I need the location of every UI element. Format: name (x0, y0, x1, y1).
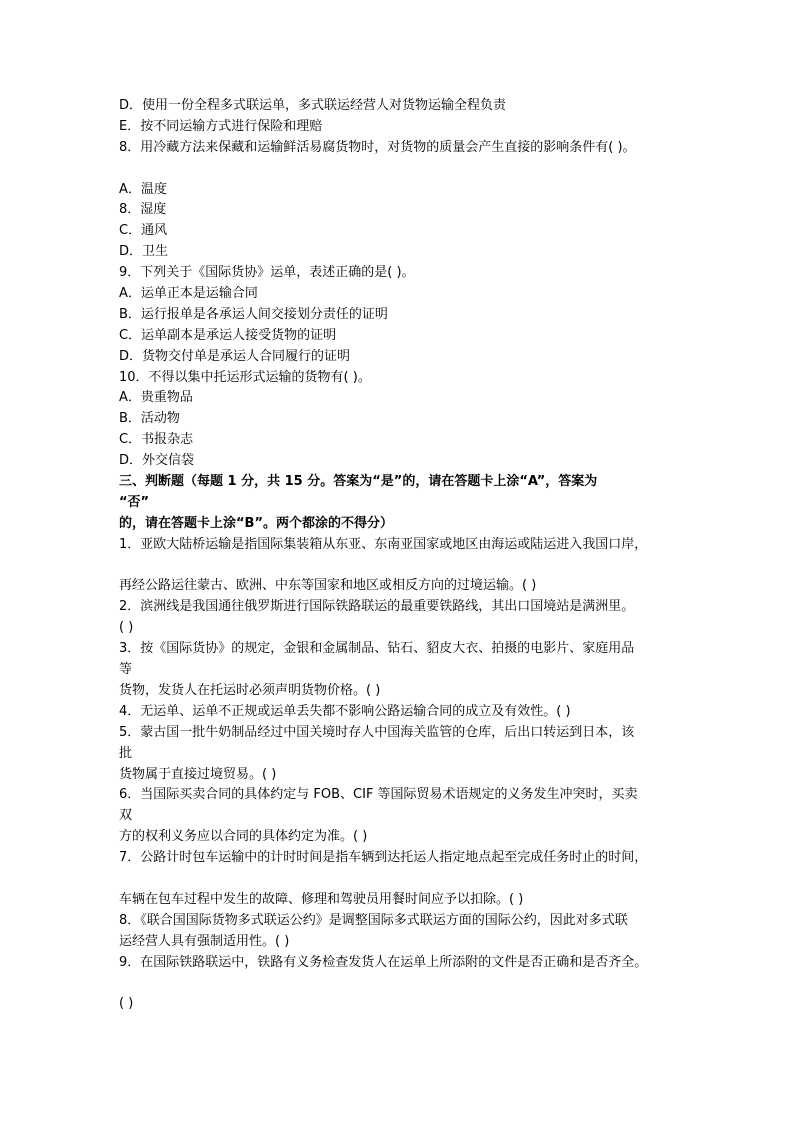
blank-line (119, 869, 689, 890)
judgment-9-cont: ( ) (119, 996, 134, 1012)
option-line: A．温度 (119, 181, 167, 197)
document-body (119, 96, 689, 1015)
judgment-5-cont: 货物属于直接过境贸易。( ) (119, 766, 277, 782)
text-line: D．使用一份全程多式联运单，多式联运经营人对货物运输全程负责 (119, 98, 507, 113)
judgment-3-cont: 货物，发货人在托运时必须声明货物价格。( ) (119, 682, 381, 698)
blank-line (119, 973, 689, 994)
option-line: C．通风 (119, 223, 168, 239)
option-line: D．卫生 (119, 244, 169, 260)
section-heading-cont: 的，请在答题卡上涂“B”。两个都涂的不得分） (119, 515, 393, 531)
section-heading-cont: “否” (119, 494, 150, 510)
judgment-6: 6．当国际买卖合同的具体约定与 FOB、CIF 等国际贸易术语规定的义务发生冲突时，买卖 (119, 787, 638, 803)
question-8: 8．用冷藏方法来保藏和运输鲜活易腐货物时，对货物的质量会产生直接的影响条件有( )。 (119, 139, 636, 155)
option-line: A．运单正本是运输合同 (119, 286, 258, 302)
option-line: 8．湿度 (119, 202, 167, 218)
option-line: D．货物交付单是承运人合同履行的证明 (119, 348, 351, 364)
blank-line (119, 556, 689, 577)
option-line: C．运单副本是承运人接受货物的证明 (119, 327, 337, 343)
judgment-8-cont: 运经营人具有强制适用性。( ) (119, 933, 290, 949)
judgment-6-cont: 双 (119, 808, 133, 824)
judgment-3-cont: 等 (119, 662, 133, 678)
judgment-6-cont: 方的权利义务应以合同的具体约定为准。( ) (119, 829, 368, 845)
judgment-2: 2．滨洲线是我国通往俄罗斯进行国际铁路联运的最重要铁路线，其出口国境站是满洲里。 (119, 599, 635, 615)
judgment-9: 9．在国际铁路联运中，铁路有义务检查发货人在运单上所添附的文件是否正确和是否齐全。 (119, 954, 648, 970)
judgment-8: 8．《联合国国际货物多式联运公约》是调整国际多式联运方面的国际公约，因此对多式联 (119, 912, 628, 928)
judgment-4: 4．无运单、运单不正规或运单丢失都不影响公路运输合同的成立及有效性。( ) (119, 703, 571, 719)
judgment-5: 5．蒙古国一批牛奶制品经过中国关境时存人中国海关监管的仓库，后出口转运到日本，该 (119, 724, 635, 740)
option-line: A．贵重物品 (119, 390, 193, 406)
judgment-5-cont: 批 (119, 745, 133, 761)
judgment-7: 7．公路计时包车运输中的计时时间是指车辆到达托运人指定地点起至完成任务时止的时间， (119, 850, 648, 866)
section-heading: 三、判断题（每题 1 分，共 15 分。答案为“是”的，请在答题卡上涂“A”，答案为 (119, 474, 598, 490)
option-line: B．运行报单是各承运人间交接划分责任的证明 (119, 306, 388, 322)
judgment-1-cont: 再经公路运往蒙古、欧洲、中东等国家和地区或相反方向的过境运输。( ) (119, 578, 537, 594)
question-10: 10．不得以集中托运形式运输的货物有( )。 (119, 369, 371, 385)
question-9: 9．下列关于《国际货协》运单，表述正确的是( )。 (119, 265, 415, 281)
judgment-1: 1．亚欧大陆桥运输是指国际集装箱从东亚、东南亚国家或地区由海运或陆运进入我国口岸， (119, 536, 648, 552)
option-line: C．书报杂志 (119, 432, 194, 448)
blank-line (119, 159, 689, 180)
judgment-7-cont: 车辆在包车过程中发生的故障、修理和驾驶员用餐时间应予以扣除。( ) (119, 891, 524, 907)
judgment-3: 3．按《国际货协》的规定，金银和金属制品、钻石、貂皮大衣、拍摄的电影片、家庭用品 (119, 641, 635, 657)
judgment-2-cont: ( ) (119, 620, 134, 636)
option-line: B．活动物 (119, 411, 180, 427)
text-line: E．按不同运输方式进行保险和理赔 (119, 118, 323, 134)
option-line: D．外交信袋 (119, 453, 195, 469)
